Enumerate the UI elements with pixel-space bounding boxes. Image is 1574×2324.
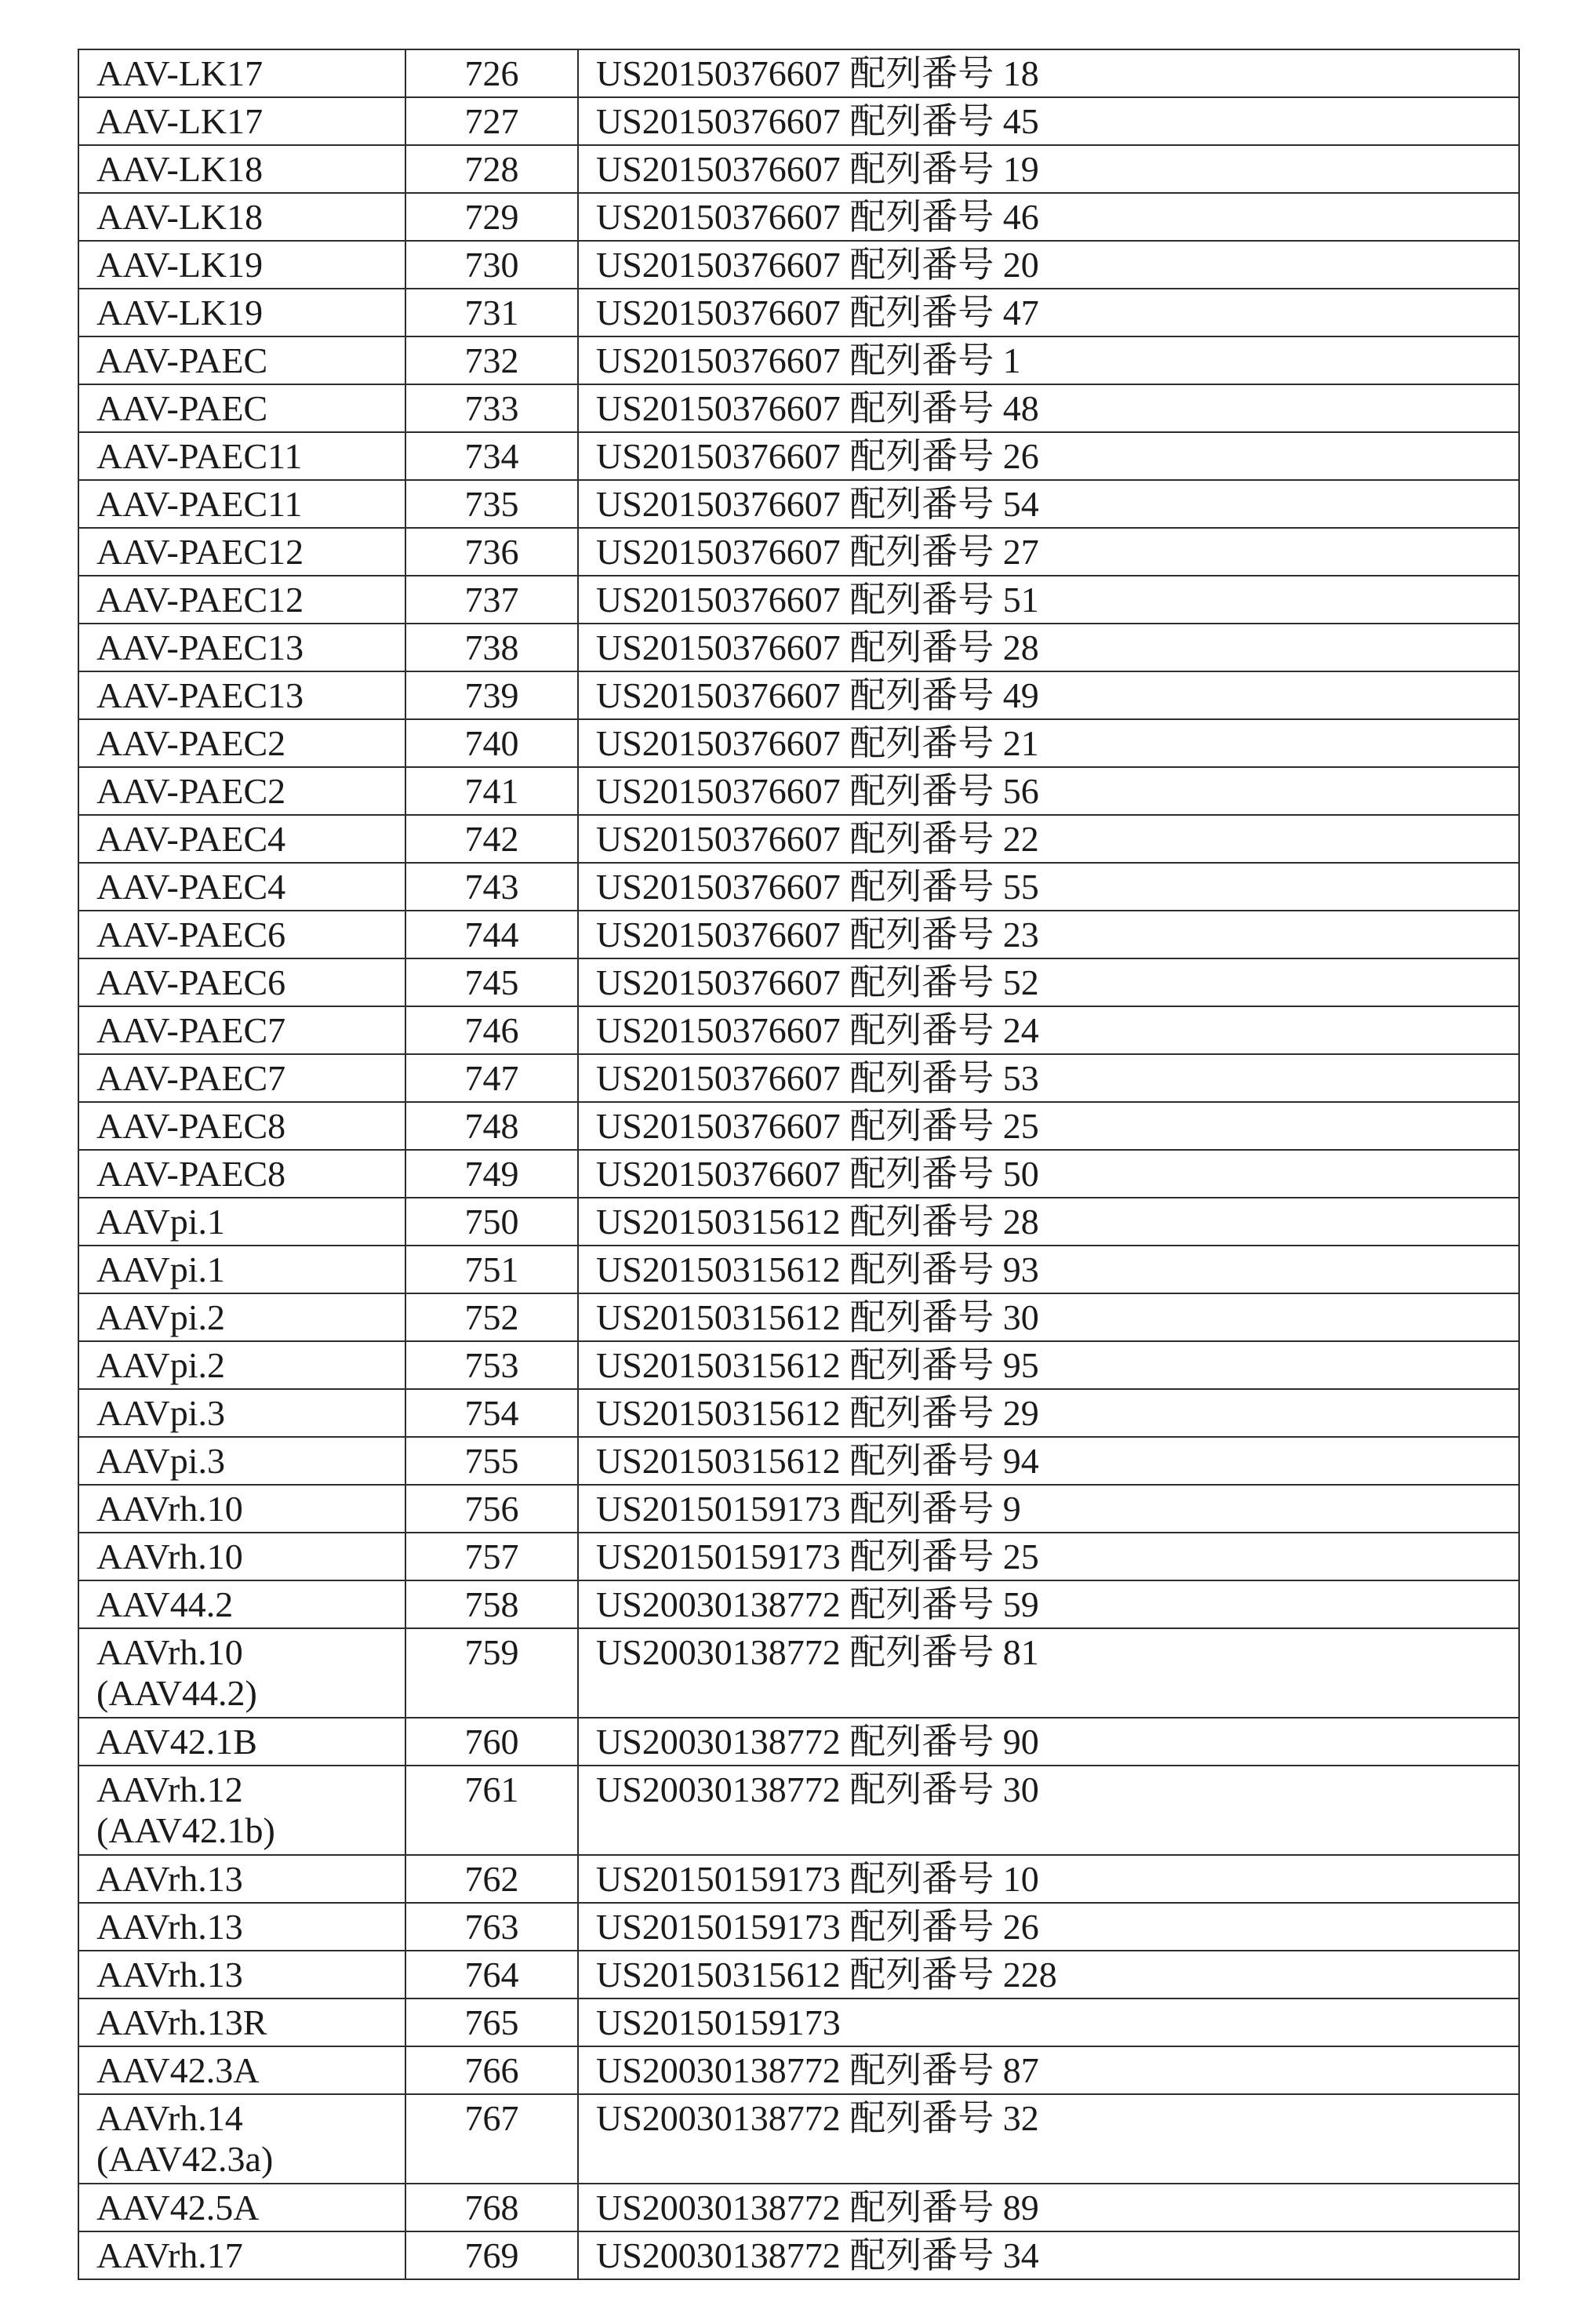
- serotype-name-cell: [78, 624, 405, 671]
- sequence-id-cell: 731: [405, 289, 578, 336]
- sequence-id-cell: 738: [405, 624, 578, 671]
- serotype-name-cell: [78, 49, 405, 97]
- table-row: [78, 911, 1519, 958]
- table-row: [78, 2046, 1519, 2094]
- serotype-name-cell: [78, 958, 405, 1006]
- serotype-name: AAV42.5A: [96, 2188, 260, 2228]
- table-row: [78, 193, 1519, 241]
- table-row: [78, 1102, 1519, 1150]
- serotype-name: AAV-PAEC8: [96, 1106, 286, 1146]
- serotype-name-cell: [78, 2094, 405, 2184]
- reference-cell: US20030138772 配列番号 32: [578, 2094, 1519, 2184]
- sequence-id-cell: 758: [405, 1580, 578, 1628]
- sequence-id-cell: 768: [405, 2184, 578, 2231]
- reference-cell: US20150159173 配列番号 25: [578, 1533, 1519, 1580]
- reference-cell: US20150376607 配列番号 52: [578, 958, 1519, 1006]
- sequence-id-cell: 744: [405, 911, 578, 958]
- reference-cell: US20150376607 配列番号 25: [578, 1102, 1519, 1150]
- serotype-name: AAV-PAEC6: [96, 962, 286, 1002]
- serotype-name: AAV-PAEC6: [96, 915, 286, 955]
- serotype-name-cell: [78, 1054, 405, 1102]
- table-row: [78, 1389, 1519, 1437]
- sequence-id-cell: 741: [405, 767, 578, 815]
- reference-cell: US20150159173: [578, 1998, 1519, 2046]
- serotype-name: AAVrh.17: [96, 2235, 243, 2275]
- sequence-id-cell: 746: [405, 1006, 578, 1054]
- reference-cell: US20150315612 配列番号 94: [578, 1437, 1519, 1485]
- table-row: [78, 1998, 1519, 2046]
- serotype-name: AAV44.2: [96, 1584, 234, 1624]
- serotype-name: AAV-PAEC12: [96, 532, 304, 572]
- sequence-id-cell: 757: [405, 1533, 578, 1580]
- sequence-id-cell: 750: [405, 1198, 578, 1246]
- serotype-name-cell: [78, 1437, 405, 1485]
- serotype-name-cell: [78, 815, 405, 863]
- serotype-name: AAV-PAEC7: [96, 1010, 286, 1050]
- serotype-name-cell: [78, 1628, 405, 1718]
- table-row: [78, 97, 1519, 145]
- reference-cell: US20150315612 配列番号 29: [578, 1389, 1519, 1437]
- table-row: [78, 1198, 1519, 1246]
- serotype-name-cell: [78, 1855, 405, 1903]
- serotype-name: AAV-PAEC7: [96, 1058, 286, 1098]
- reference-cell: US20150376607 配列番号 23: [578, 911, 1519, 958]
- table-row: [78, 432, 1519, 480]
- table-row: [78, 719, 1519, 767]
- reference-cell: US20150376607 配列番号 22: [578, 815, 1519, 863]
- serotype-name-cell: [78, 576, 405, 624]
- serotype-name-cell: [78, 1293, 405, 1341]
- reference-cell: US20150315612 配列番号 30: [578, 1293, 1519, 1341]
- sequence-id-cell: 763: [405, 1903, 578, 1951]
- serotype-name: AAV-PAEC2: [96, 723, 286, 763]
- table-row: [78, 1054, 1519, 1102]
- sequence-id-cell: 728: [405, 145, 578, 193]
- reference-cell: US20150376607 配列番号 46: [578, 193, 1519, 241]
- serotype-name: AAVpi.3: [96, 1393, 226, 1433]
- table-row: [78, 1485, 1519, 1533]
- sequence-id-cell: 739: [405, 671, 578, 719]
- serotype-name-cell: [78, 2046, 405, 2094]
- table-row: [78, 145, 1519, 193]
- serotype-name: AAV-PAEC: [96, 388, 268, 428]
- serotype-name-cell: [78, 1389, 405, 1437]
- sequence-id-cell: 737: [405, 576, 578, 624]
- serotype-name: AAV-LK19: [96, 293, 264, 333]
- serotype-name: AAV-PAEC: [96, 340, 268, 380]
- sequence-id-cell: 742: [405, 815, 578, 863]
- table-row: [78, 1903, 1519, 1951]
- serotype-name-cell: [78, 97, 405, 145]
- reference-cell: US20150376607 配列番号 48: [578, 384, 1519, 432]
- serotype-name-cell: [78, 2231, 405, 2279]
- sequence-id-cell: 764: [405, 1951, 578, 1998]
- reference-cell: US20150376607 配列番号 49: [578, 671, 1519, 719]
- serotype-name-cell: [78, 1198, 405, 1246]
- serotype-alias: (AAV42.1b): [96, 1810, 275, 1850]
- serotype-name-cell: [78, 1485, 405, 1533]
- serotype-name-cell: [78, 1580, 405, 1628]
- serotype-name-cell: [78, 863, 405, 911]
- serotype-name-cell: [78, 528, 405, 576]
- sequence-id-cell: 766: [405, 2046, 578, 2094]
- serotype-name: AAV-PAEC2: [96, 771, 286, 811]
- table-row: [78, 289, 1519, 336]
- reference-cell: US20150376607 配列番号 18: [578, 49, 1519, 97]
- table-row: [78, 528, 1519, 576]
- serotype-name-cell: [78, 1246, 405, 1293]
- serotype-name: AAVpi.1: [96, 1202, 226, 1242]
- table-row: [78, 1533, 1519, 1580]
- reference-cell: US20030138772 配列番号 30: [578, 1766, 1519, 1855]
- serotype-name: AAVrh.13: [96, 1907, 243, 1947]
- serotype-name-cell: [78, 911, 405, 958]
- serotype-name-cell: [78, 1006, 405, 1054]
- serotype-name-cell: [78, 1341, 405, 1389]
- sequence-id-cell: 747: [405, 1054, 578, 1102]
- serotype-name-cell: [78, 432, 405, 480]
- serotype-name: AAV-PAEC11: [96, 484, 303, 524]
- sequence-id-cell: 730: [405, 241, 578, 289]
- sequence-id-cell: 765: [405, 1998, 578, 2046]
- sequence-id-cell: 749: [405, 1150, 578, 1198]
- reference-cell: US20150376607 配列番号 28: [578, 624, 1519, 671]
- table-row: [78, 671, 1519, 719]
- table-row: [78, 241, 1519, 289]
- table-row: [78, 480, 1519, 528]
- serotype-name-cell: [78, 289, 405, 336]
- sequence-id-cell: 767: [405, 2094, 578, 2184]
- table-row: [78, 336, 1519, 384]
- serotype-name-cell: [78, 719, 405, 767]
- sequence-id-cell: 732: [405, 336, 578, 384]
- serotype-name: AAV-LK18: [96, 149, 264, 189]
- table-row: [78, 624, 1519, 671]
- serotype-name: AAVrh.10: [96, 1537, 243, 1577]
- serotype-name: AAVrh.13: [96, 1955, 243, 1995]
- table-row: [78, 2094, 1519, 2184]
- sequence-id-cell: 740: [405, 719, 578, 767]
- reference-cell: US20030138772 配列番号 59: [578, 1580, 1519, 1628]
- sequence-id-cell: 729: [405, 193, 578, 241]
- table-row: [78, 1766, 1519, 1855]
- reference-cell: US20150315612 配列番号 95: [578, 1341, 1519, 1389]
- table-row: [78, 2231, 1519, 2279]
- reference-cell: US20150376607 配列番号 24: [578, 1006, 1519, 1054]
- sequence-id-cell: 734: [405, 432, 578, 480]
- serotype-name: AAV-PAEC12: [96, 580, 304, 620]
- reference-cell: US20030138772 配列番号 34: [578, 2231, 1519, 2279]
- table-row: [78, 1006, 1519, 1054]
- sequence-id-cell: 753: [405, 1341, 578, 1389]
- serotype-name: AAV-LK19: [96, 245, 264, 285]
- reference-cell: US20150159173 配列番号 9: [578, 1485, 1519, 1533]
- serotype-name: AAV-PAEC13: [96, 627, 304, 667]
- reference-cell: US20150159173 配列番号 26: [578, 1903, 1519, 1951]
- table-row: [78, 1855, 1519, 1903]
- serotype-name-cell: [78, 384, 405, 432]
- serotype-name: AAVrh.14: [96, 2098, 243, 2138]
- sequence-id-cell: 761: [405, 1766, 578, 1855]
- table-row: [78, 576, 1519, 624]
- sequence-id-cell: 748: [405, 1102, 578, 1150]
- table-row: [78, 1951, 1519, 1998]
- sequence-table: [78, 49, 1520, 2280]
- serotype-name: AAVpi.2: [96, 1297, 226, 1337]
- reference-cell: US20150376607 配列番号 51: [578, 576, 1519, 624]
- reference-cell: US20150376607 配列番号 1: [578, 336, 1519, 384]
- serotype-name: AAVrh.12: [96, 1769, 243, 1809]
- table-row: [78, 863, 1519, 911]
- serotype-alias: (AAV44.2): [96, 1673, 257, 1713]
- sequence-id-cell: 727: [405, 97, 578, 145]
- table-row: [78, 1150, 1519, 1198]
- sequence-id-cell: 736: [405, 528, 578, 576]
- sequence-id-cell: 745: [405, 958, 578, 1006]
- sequence-id-cell: 762: [405, 1855, 578, 1903]
- serotype-name: AAVpi.2: [96, 1345, 226, 1385]
- serotype-name-cell: [78, 671, 405, 719]
- sequence-id-cell: 760: [405, 1718, 578, 1766]
- reference-cell: US20030138772 配列番号 87: [578, 2046, 1519, 2094]
- serotype-name-cell: [78, 767, 405, 815]
- serotype-name: AAV-LK17: [96, 101, 264, 141]
- sequence-id-cell: 743: [405, 863, 578, 911]
- reference-cell: US20150376607 配列番号 53: [578, 1054, 1519, 1102]
- serotype-name-cell: [78, 480, 405, 528]
- serotype-name: AAV-PAEC13: [96, 675, 304, 715]
- serotype-name-cell: [78, 1903, 405, 1951]
- reference-cell: US20030138772 配列番号 89: [578, 2184, 1519, 2231]
- reference-cell: US20150376607 配列番号 45: [578, 97, 1519, 145]
- serotype-name-cell: [78, 1533, 405, 1580]
- table-row: [78, 1293, 1519, 1341]
- table-row: [78, 958, 1519, 1006]
- table-row: [78, 1341, 1519, 1389]
- sequence-id-cell: 752: [405, 1293, 578, 1341]
- reference-cell: US20150315612 配列番号 228: [578, 1951, 1519, 1998]
- serotype-name: AAVrh.10: [96, 1632, 243, 1672]
- table-row: [78, 1437, 1519, 1485]
- table-row: [78, 1246, 1519, 1293]
- table-row: [78, 2184, 1519, 2231]
- reference-cell: US20150315612 配列番号 28: [578, 1198, 1519, 1246]
- reference-cell: US20030138772 配列番号 90: [578, 1718, 1519, 1766]
- sequence-id-cell: 751: [405, 1246, 578, 1293]
- table-row: [78, 49, 1519, 97]
- reference-cell: US20150159173 配列番号 10: [578, 1855, 1519, 1903]
- reference-cell: US20150376607 配列番号 54: [578, 480, 1519, 528]
- table-row: [78, 384, 1519, 432]
- serotype-name: AAVpi.3: [96, 1441, 226, 1481]
- serotype-name-cell: [78, 1998, 405, 2046]
- serotype-name-cell: [78, 1766, 405, 1855]
- reference-cell: US20150376607 配列番号 21: [578, 719, 1519, 767]
- serotype-alias: (AAV42.3a): [96, 2139, 274, 2179]
- reference-cell: US20150376607 配列番号 56: [578, 767, 1519, 815]
- serotype-name-cell: [78, 1718, 405, 1766]
- serotype-name-cell: [78, 1102, 405, 1150]
- serotype-name: AAVrh.13: [96, 1859, 243, 1899]
- sequence-id-cell: 759: [405, 1628, 578, 1718]
- sequence-id-cell: 754: [405, 1389, 578, 1437]
- serotype-name-cell: [78, 1951, 405, 1998]
- table-row: [78, 1718, 1519, 1766]
- sequence-id-cell: 726: [405, 49, 578, 97]
- table-row: [78, 815, 1519, 863]
- reference-cell: US20030138772 配列番号 81: [578, 1628, 1519, 1718]
- table-body: [78, 49, 1519, 2279]
- serotype-name: AAV42.1B: [96, 1722, 257, 1762]
- table-row: [78, 1628, 1519, 1718]
- table-row: [78, 1580, 1519, 1628]
- serotype-name: AAV-PAEC11: [96, 436, 303, 476]
- serotype-name: AAV-PAEC4: [96, 867, 286, 907]
- serotype-name: AAV-LK18: [96, 197, 264, 237]
- reference-cell: US20150315612 配列番号 93: [578, 1246, 1519, 1293]
- sequence-id-cell: 756: [405, 1485, 578, 1533]
- serotype-name: AAVrh.10: [96, 1489, 243, 1529]
- serotype-name: AAV-LK17: [96, 53, 264, 93]
- reference-cell: US20150376607 配列番号 50: [578, 1150, 1519, 1198]
- serotype-name-cell: [78, 336, 405, 384]
- reference-cell: US20150376607 配列番号 27: [578, 528, 1519, 576]
- serotype-name-cell: [78, 241, 405, 289]
- serotype-name: AAV-PAEC8: [96, 1154, 286, 1194]
- reference-cell: US20150376607 配列番号 47: [578, 289, 1519, 336]
- serotype-name-cell: [78, 145, 405, 193]
- reference-cell: US20150376607 配列番号 26: [578, 432, 1519, 480]
- sequence-id-cell: 733: [405, 384, 578, 432]
- reference-cell: US20150376607 配列番号 19: [578, 145, 1519, 193]
- reference-cell: US20150376607 配列番号 55: [578, 863, 1519, 911]
- serotype-name-cell: [78, 1150, 405, 1198]
- sequence-id-cell: 735: [405, 480, 578, 528]
- serotype-name: AAV-PAEC4: [96, 819, 286, 859]
- serotype-name: AAV42.3A: [96, 2050, 260, 2090]
- serotype-name-cell: [78, 193, 405, 241]
- reference-cell: US20150376607 配列番号 20: [578, 241, 1519, 289]
- table-row: [78, 767, 1519, 815]
- sequence-id-cell: 769: [405, 2231, 578, 2279]
- serotype-name: AAVpi.1: [96, 1249, 226, 1289]
- serotype-name: AAVrh.13R: [96, 2002, 267, 2042]
- serotype-name-cell: [78, 2184, 405, 2231]
- sequence-id-cell: 755: [405, 1437, 578, 1485]
